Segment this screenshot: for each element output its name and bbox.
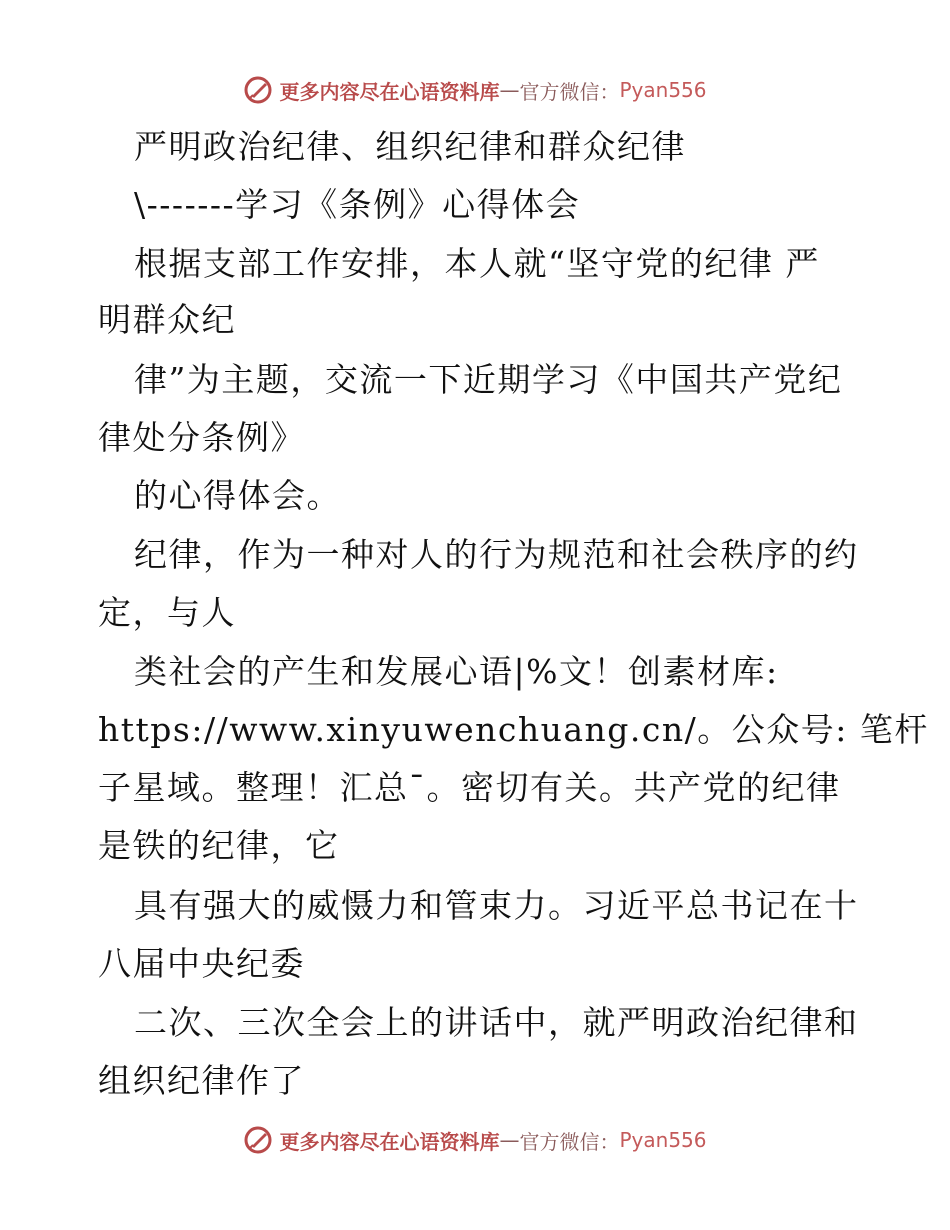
watermark-dash: — bbox=[499, 78, 520, 102]
quill-logo-icon bbox=[243, 75, 273, 105]
paragraph-line: https://www.xinyuwenchuang.cn/。公众号: 笔杆 bbox=[98, 710, 929, 749]
watermark-wechat-id: Pyan556 bbox=[619, 78, 707, 102]
paragraph-line: 明群众纪 bbox=[98, 300, 236, 339]
paragraph-line: 二次、三次全会上的讲话中，就严明政治纪律和 bbox=[134, 1003, 859, 1042]
header-watermark bbox=[0, 70, 950, 110]
paragraph-line: 律处分条例》 bbox=[98, 418, 305, 457]
watermark-dash: — bbox=[499, 1128, 520, 1152]
document-subtitle: \-------学习《条例》心得体会 bbox=[134, 185, 581, 224]
paragraph-line: 是铁的纪律，它 bbox=[98, 826, 340, 865]
quill-logo-icon bbox=[243, 1125, 273, 1155]
paragraph-line: 子星域。整理！汇总¯。密切有关。共产党的纪律 bbox=[98, 768, 841, 807]
footer-watermark bbox=[0, 1120, 950, 1160]
watermark-main-text: 更多内容尽在心语资料库 bbox=[279, 1129, 500, 1154]
paragraph-line: 的心得体会。 bbox=[134, 476, 341, 515]
paragraph-line: 纪律，作为一种对人的行为规范和社会秩序的约 bbox=[134, 535, 859, 574]
watermark-wechat-id: Pyan556 bbox=[619, 1128, 707, 1152]
paragraph-line: 八届中央纪委 bbox=[98, 944, 305, 983]
paragraph-line: 类社会的产生和发展心语|%文！创素材库: bbox=[134, 652, 779, 691]
document-title: 严明政治纪律、组织纪律和群众纪律 bbox=[134, 127, 686, 166]
paragraph-line: 具有强大的威慑力和管束力。习近平总书记在十 bbox=[134, 886, 859, 925]
watermark-label: 官方微信： bbox=[519, 79, 620, 104]
watermark-label: 官方微信： bbox=[519, 1129, 620, 1154]
paragraph-line: 定，与人 bbox=[98, 593, 236, 632]
paragraph-line: 组织纪律作了 bbox=[98, 1061, 305, 1100]
paragraph-line: 律”为主题，交流一下近期学习《中国共产党纪 bbox=[134, 360, 843, 399]
watermark-main-text: 更多内容尽在心语资料库 bbox=[279, 79, 500, 104]
paragraph-line: 根据支部工作安排，本人就“坚守党的纪律 严 bbox=[134, 244, 820, 283]
